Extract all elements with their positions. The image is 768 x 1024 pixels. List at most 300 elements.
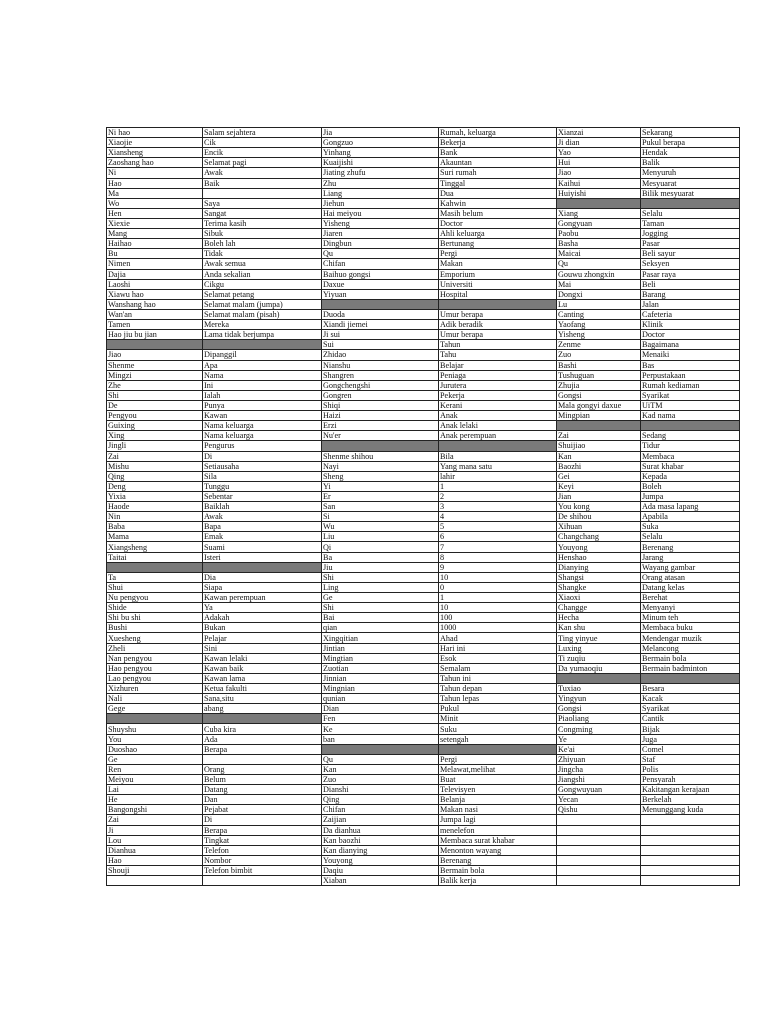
table-row (107, 148, 740, 158)
cell-malay-2: 2 (439, 491, 557, 501)
cell-pinyin-1: Shouji (107, 865, 203, 875)
cell-malay-2: 1 (439, 593, 557, 603)
cell-pinyin-2: Qi (322, 542, 439, 552)
cell-pinyin-1: Hao pengyou (107, 663, 203, 673)
cell-pinyin-1: Nu pengyou (107, 593, 203, 603)
table-row (107, 633, 740, 643)
cell-malay-1: Sibuk (203, 229, 322, 239)
cell-pinyin-3: Dianying (557, 562, 641, 572)
cell-malay-3: Mendengar muzik (641, 633, 740, 643)
cell-pinyin-3: Shangsi (557, 572, 641, 582)
cell-malay-3: Tidur (641, 441, 740, 451)
table-row (107, 714, 740, 724)
cell-malay-1: Dipanggil (203, 350, 322, 360)
cell-pinyin-1: Shi bu shi (107, 613, 203, 623)
cell-pinyin-3 (557, 815, 641, 825)
cell-malay-1 (203, 754, 322, 764)
cell-pinyin-3: Yisheng (557, 330, 641, 340)
cell-pinyin-1: Hao (107, 855, 203, 865)
cell-pinyin-2: Bai (322, 613, 439, 623)
cell-malay-2: Umur berapa (439, 330, 557, 340)
table-row (107, 239, 740, 249)
table-row (107, 865, 740, 875)
cell-pinyin-1: Guixing (107, 421, 203, 431)
cell-pinyin-3: Yao (557, 148, 641, 158)
cell-pinyin-3: Gongyuan (557, 218, 641, 228)
cell-malay-2: Tahun lepas (439, 694, 557, 704)
cell-pinyin-3: Tuxiao (557, 684, 641, 694)
cell-malay-3: Kakitangan kerajaan (641, 785, 740, 795)
table-row (107, 269, 740, 279)
cell-pinyin-2: Zuo (322, 775, 439, 785)
table-row (107, 623, 740, 633)
cell-malay-3 (641, 865, 740, 875)
cell-pinyin-2 (322, 299, 439, 309)
cell-malay-3: Boleh (641, 481, 740, 491)
cell-malay-1: Nombor (203, 855, 322, 865)
table-row (107, 451, 740, 461)
table-row (107, 471, 740, 481)
cell-pinyin-2: Shenme shihou (322, 451, 439, 461)
cell-pinyin-2: Daqiu (322, 865, 439, 875)
cell-pinyin-1: You (107, 734, 203, 744)
table-row (107, 855, 740, 865)
cell-pinyin-1: Bushi (107, 623, 203, 633)
cell-malay-2: Dua (439, 188, 557, 198)
cell-malay-2: Ahad (439, 633, 557, 643)
cell-malay-3: Perpustakaan (641, 370, 740, 380)
cell-pinyin-3: Qishu (557, 805, 641, 815)
cell-pinyin-2: Zaijian (322, 815, 439, 825)
cell-malay-3: Kacak (641, 694, 740, 704)
cell-malay-2: Makan nasi (439, 805, 557, 815)
cell-malay-1: Suami (203, 542, 322, 552)
cell-pinyin-1: Mingzi (107, 370, 203, 380)
table-row (107, 360, 740, 370)
cell-pinyin-1: Lou (107, 835, 203, 845)
cell-malay-3: Berkelah (641, 795, 740, 805)
cell-malay-1: Cik (203, 138, 322, 148)
cell-malay-3: Syarikat (641, 704, 740, 714)
cell-malay-3: Besara (641, 684, 740, 694)
cell-malay-2: Makan (439, 259, 557, 269)
cell-malay-3: Membaca buku (641, 623, 740, 633)
cell-malay-2: Umur berapa (439, 309, 557, 319)
cell-malay-3 (641, 421, 740, 431)
cell-pinyin-2: Shangren (322, 370, 439, 380)
cell-pinyin-1: Xiansheng (107, 148, 203, 158)
cell-pinyin-1: Ren (107, 764, 203, 774)
cell-pinyin-3 (557, 876, 641, 886)
cell-pinyin-1: Qing (107, 471, 203, 481)
cell-pinyin-1: Haode (107, 502, 203, 512)
cell-pinyin-3: De shihou (557, 512, 641, 522)
cell-malay-2: Bank (439, 148, 557, 158)
cell-malay-2: Akauntan (439, 158, 557, 168)
cell-pinyin-3: Huiyishi (557, 188, 641, 198)
cell-pinyin-1: Wo (107, 198, 203, 208)
cell-malay-1: Awak (203, 168, 322, 178)
cell-malay-3: Jumpa (641, 491, 740, 501)
cell-malay-3: Sedang (641, 431, 740, 441)
cell-pinyin-2: Liang (322, 188, 439, 198)
cell-malay-2: Yang mana satu (439, 461, 557, 471)
vocabulary-table-body (107, 128, 740, 886)
cell-malay-2: Buat (439, 775, 557, 785)
cell-pinyin-1 (107, 876, 203, 886)
cell-malay-2: Kerani (439, 400, 557, 410)
cell-malay-1: Lama tidak berjumpa (203, 330, 322, 340)
cell-malay-3: Bas (641, 360, 740, 370)
cell-malay-2: Doctor (439, 218, 557, 228)
cell-malay-3: Bermain bola (641, 653, 740, 663)
cell-malay-2: lahir (439, 471, 557, 481)
cell-malay-1: Di (203, 815, 322, 825)
cell-pinyin-2: Haizi (322, 411, 439, 421)
cell-malay-1: Baiklah (203, 502, 322, 512)
table-row (107, 835, 740, 845)
table-row (107, 724, 740, 734)
cell-malay-3: Jalan (641, 299, 740, 309)
cell-malay-2: Tahu (439, 350, 557, 360)
cell-malay-1: Sila (203, 471, 322, 481)
cell-malay-3: Pukul berapa (641, 138, 740, 148)
cell-pinyin-3: Baozhi (557, 461, 641, 471)
cell-pinyin-3: Ye (557, 734, 641, 744)
cell-malay-2: Hari ini (439, 643, 557, 653)
table-row (107, 208, 740, 218)
cell-pinyin-2: Qing (322, 795, 439, 805)
cell-malay-2: Esok (439, 653, 557, 663)
cell-pinyin-3: Henshao (557, 552, 641, 562)
cell-malay-1: Ini (203, 380, 322, 390)
cell-malay-2: Pekerja (439, 390, 557, 400)
cell-malay-1: Pejabat (203, 805, 322, 815)
cell-malay-2: Peniaga (439, 370, 557, 380)
cell-pinyin-1: Wanshang hao (107, 299, 203, 309)
cell-malay-2: 10 (439, 603, 557, 613)
cell-pinyin-1: Xiangsheng (107, 542, 203, 552)
cell-malay-3: Menunggang kuda (641, 805, 740, 815)
cell-malay-2: Suri rumah (439, 168, 557, 178)
table-row (107, 461, 740, 471)
cell-pinyin-3: Gongwuyuan (557, 785, 641, 795)
cell-pinyin-3: Jingcha (557, 764, 641, 774)
cell-pinyin-3: Zai (557, 431, 641, 441)
table-row (107, 178, 740, 188)
cell-pinyin-3: Congming (557, 724, 641, 734)
cell-malay-1: Ya (203, 603, 322, 613)
cell-malay-3: Bijak (641, 724, 740, 734)
table-row (107, 552, 740, 562)
cell-malay-2: Bertunang (439, 239, 557, 249)
cell-malay-2: Semalam (439, 663, 557, 673)
cell-malay-2: 1 (439, 481, 557, 491)
cell-pinyin-1: Xing (107, 431, 203, 441)
cell-pinyin-2: Jiating zhufu (322, 168, 439, 178)
cell-malay-1: Bukan (203, 623, 322, 633)
cell-pinyin-1: Bu (107, 249, 203, 259)
cell-malay-3: UiTM (641, 400, 740, 410)
cell-malay-3: Mesyuarat (641, 178, 740, 188)
cell-malay-2: Ahli keluarga (439, 229, 557, 239)
cell-pinyin-3: Changchang (557, 532, 641, 542)
cell-pinyin-1: Xiawu hao (107, 289, 203, 299)
cell-malay-1 (203, 340, 322, 350)
cell-malay-1 (203, 876, 322, 886)
cell-pinyin-3: Zuo (557, 350, 641, 360)
cell-pinyin-1: Ge (107, 754, 203, 764)
table-row (107, 441, 740, 451)
cell-pinyin-3 (557, 835, 641, 845)
cell-pinyin-1: Zai (107, 451, 203, 461)
cell-pinyin-3: Bashi (557, 360, 641, 370)
cell-malay-3 (641, 876, 740, 886)
cell-pinyin-3: Zhujia (557, 380, 641, 390)
cell-pinyin-3 (557, 825, 641, 835)
cell-malay-2: Kahwin (439, 198, 557, 208)
table-row (107, 795, 740, 805)
cell-pinyin-2: Nianshu (322, 360, 439, 370)
cell-malay-2: menelefon (439, 825, 557, 835)
cell-malay-1: Selamat malam (pisah) (203, 309, 322, 319)
cell-malay-2: Belajar (439, 360, 557, 370)
cell-pinyin-3: Keyi (557, 481, 641, 491)
cell-pinyin-3: Jiangshi (557, 775, 641, 785)
cell-malay-3: Menyanyi (641, 603, 740, 613)
table-row (107, 805, 740, 815)
cell-pinyin-1: Ta (107, 572, 203, 582)
cell-pinyin-3: Lu (557, 299, 641, 309)
cell-malay-1: Awak semua (203, 259, 322, 269)
cell-pinyin-2: Youyong (322, 855, 439, 865)
cell-malay-1: Nama (203, 370, 322, 380)
cell-malay-3 (641, 815, 740, 825)
cell-pinyin-3: Jiao (557, 168, 641, 178)
table-row (107, 370, 740, 380)
cell-pinyin-3: Luxing (557, 643, 641, 653)
cell-pinyin-1: Nin (107, 512, 203, 522)
cell-malay-1: Setiausaha (203, 461, 322, 471)
cell-pinyin-2: Ba (322, 552, 439, 562)
cell-pinyin-1: Haihao (107, 239, 203, 249)
cell-pinyin-3: Gei (557, 471, 641, 481)
cell-pinyin-1: Zheli (107, 643, 203, 653)
cell-pinyin-2: Gongzuo (322, 138, 439, 148)
table-row (107, 825, 740, 835)
cell-malay-3: Bilik mesyuarat (641, 188, 740, 198)
cell-malay-1: Sebentar (203, 491, 322, 501)
cell-malay-3 (641, 855, 740, 865)
cell-pinyin-2: Ling (322, 582, 439, 592)
cell-pinyin-3 (557, 198, 641, 208)
cell-malay-2: 3 (439, 502, 557, 512)
cell-pinyin-3: Gouwu zhongxin (557, 269, 641, 279)
cell-pinyin-3: Yaofang (557, 320, 641, 330)
cell-pinyin-1: Yixia (107, 491, 203, 501)
cell-pinyin-3: Kan shu (557, 623, 641, 633)
cell-pinyin-2: Gongren (322, 390, 439, 400)
cell-pinyin-2: Kuaijishi (322, 158, 439, 168)
cell-malay-1: Pelajar (203, 633, 322, 643)
table-row (107, 481, 740, 491)
cell-pinyin-3: Da yumaoqiu (557, 663, 641, 673)
cell-malay-1: Telefon (203, 845, 322, 855)
cell-pinyin-2: Xiaban (322, 876, 439, 886)
cell-malay-1: Encik (203, 148, 322, 158)
cell-malay-2: 8 (439, 552, 557, 562)
cell-pinyin-3: Qu (557, 259, 641, 269)
table-row (107, 350, 740, 360)
cell-pinyin-2: Dian (322, 704, 439, 714)
cell-malay-3: Membaca (641, 451, 740, 461)
cell-pinyin-2: Zhidao (322, 350, 439, 360)
cell-malay-1: abang (203, 704, 322, 714)
cell-malay-1: Tunggu (203, 481, 322, 491)
cell-pinyin-1: Zaoshang hao (107, 158, 203, 168)
table-row (107, 734, 740, 744)
cell-malay-2: Melawat,melihat (439, 764, 557, 774)
table-row (107, 582, 740, 592)
cell-pinyin-3: Piaoliang (557, 714, 641, 724)
cell-pinyin-1: Mishu (107, 461, 203, 471)
cell-malay-1: Cikgu (203, 279, 322, 289)
cell-pinyin-3: Yingyun (557, 694, 641, 704)
cell-pinyin-2: Chifan (322, 259, 439, 269)
cell-pinyin-2: Qu (322, 754, 439, 764)
cell-pinyin-2: Si (322, 512, 439, 522)
cell-pinyin-3: Shangke (557, 582, 641, 592)
cell-malay-1: Berapa (203, 744, 322, 754)
table-row (107, 764, 740, 774)
table-row (107, 289, 740, 299)
cell-pinyin-1: Wan'an (107, 309, 203, 319)
cell-malay-1: Selamat malam (jumpa) (203, 299, 322, 309)
cell-malay-2: Anak perempuan (439, 431, 557, 441)
table-row (107, 218, 740, 228)
cell-pinyin-2: Mingnian (322, 684, 439, 694)
cell-malay-1: Sana,situ (203, 694, 322, 704)
cell-pinyin-1: Ni (107, 168, 203, 178)
cell-malay-1: Berapa (203, 825, 322, 835)
cell-malay-1: Tidak (203, 249, 322, 259)
cell-pinyin-1: Xuesheng (107, 633, 203, 643)
cell-pinyin-1: Shuyshu (107, 724, 203, 734)
cell-pinyin-3 (557, 673, 641, 683)
table-row (107, 754, 740, 764)
cell-pinyin-1 (107, 340, 203, 350)
table-row (107, 279, 740, 289)
cell-pinyin-3: Mai (557, 279, 641, 289)
cell-malay-2: Jumpa lagi (439, 815, 557, 825)
cell-pinyin-1: Pengyou (107, 411, 203, 421)
cell-pinyin-1: Xiexie (107, 218, 203, 228)
cell-pinyin-1: Meiyou (107, 775, 203, 785)
table-row (107, 229, 740, 239)
cell-malay-1: Sini (203, 643, 322, 653)
table-row (107, 168, 740, 178)
cell-pinyin-2: Dingbun (322, 239, 439, 249)
cell-malay-3: Comel (641, 744, 740, 754)
cell-malay-3: Pensyarah (641, 775, 740, 785)
cell-pinyin-1: Bangongshi (107, 805, 203, 815)
cell-malay-3: Jogging (641, 229, 740, 239)
cell-malay-3: Surat khabar (641, 461, 740, 471)
cell-pinyin-3: Xianzai (557, 128, 641, 138)
cell-malay-1: Kawan lama (203, 673, 322, 683)
cell-pinyin-3: Mala gongyi daxue (557, 400, 641, 410)
cell-pinyin-2: Ji sui (322, 330, 439, 340)
cell-pinyin-1: Zai (107, 815, 203, 825)
cell-pinyin-2: Daxue (322, 279, 439, 289)
cell-pinyin-2: qunian (322, 694, 439, 704)
cell-malay-1: Siapa (203, 582, 322, 592)
cell-malay-1: Saya (203, 198, 322, 208)
cell-malay-3 (641, 673, 740, 683)
cell-pinyin-1: He (107, 795, 203, 805)
cell-malay-1: Nama keluarga (203, 421, 322, 431)
cell-malay-3: Suka (641, 522, 740, 532)
cell-malay-2 (439, 299, 557, 309)
cell-pinyin-2: San (322, 502, 439, 512)
cell-pinyin-1: Jingli (107, 441, 203, 451)
cell-pinyin-3: Xihuan (557, 522, 641, 532)
cell-malay-1: Ketua fakulti (203, 684, 322, 694)
cell-malay-3: Kepada (641, 471, 740, 481)
cell-malay-2: 9 (439, 562, 557, 572)
table-row (107, 502, 740, 512)
cell-malay-1: Anda sekalian (203, 269, 322, 279)
cell-malay-1: Punya (203, 400, 322, 410)
cell-malay-2: Bekerja (439, 138, 557, 148)
cell-pinyin-1: Dianhua (107, 845, 203, 855)
table-row (107, 572, 740, 582)
cell-malay-3: Minum teh (641, 613, 740, 623)
cell-malay-3: Ada masa lapang (641, 502, 740, 512)
cell-pinyin-2: Jiu (322, 562, 439, 572)
cell-malay-3: Hendak (641, 148, 740, 158)
table-row (107, 158, 740, 168)
cell-pinyin-1: Ni hao (107, 128, 203, 138)
cell-malay-1: Ialah (203, 390, 322, 400)
cell-pinyin-2: Yiyuan (322, 289, 439, 299)
cell-malay-2: 0 (439, 582, 557, 592)
cell-malay-3: Melancong (641, 643, 740, 653)
cell-malay-2: Minit (439, 714, 557, 724)
cell-pinyin-2: Xiandi jiemei (322, 320, 439, 330)
cell-pinyin-2: Nu'er (322, 431, 439, 441)
cell-malay-2: Masih belum (439, 208, 557, 218)
cell-pinyin-2: Xingqitian (322, 633, 439, 643)
cell-pinyin-2: Dianshi (322, 785, 439, 795)
cell-malay-2: Membaca surat khabar (439, 835, 557, 845)
cell-malay-1: Mereka (203, 320, 322, 330)
cell-pinyin-2: Jiehun (322, 198, 439, 208)
cell-malay-2: Belanja (439, 795, 557, 805)
cell-pinyin-2: ban (322, 734, 439, 744)
cell-pinyin-1: Lai (107, 785, 203, 795)
table-row (107, 522, 740, 532)
cell-malay-1: Kawan (203, 411, 322, 421)
cell-pinyin-2: Fen (322, 714, 439, 724)
cell-malay-1: Bapa (203, 522, 322, 532)
cell-malay-3: Apabila (641, 512, 740, 522)
cell-pinyin-3: Mingpian (557, 411, 641, 421)
table-row (107, 421, 740, 431)
cell-malay-3: Beli sayur (641, 249, 740, 259)
cell-pinyin-2: Sheng (322, 471, 439, 481)
vocabulary-table (106, 127, 740, 886)
